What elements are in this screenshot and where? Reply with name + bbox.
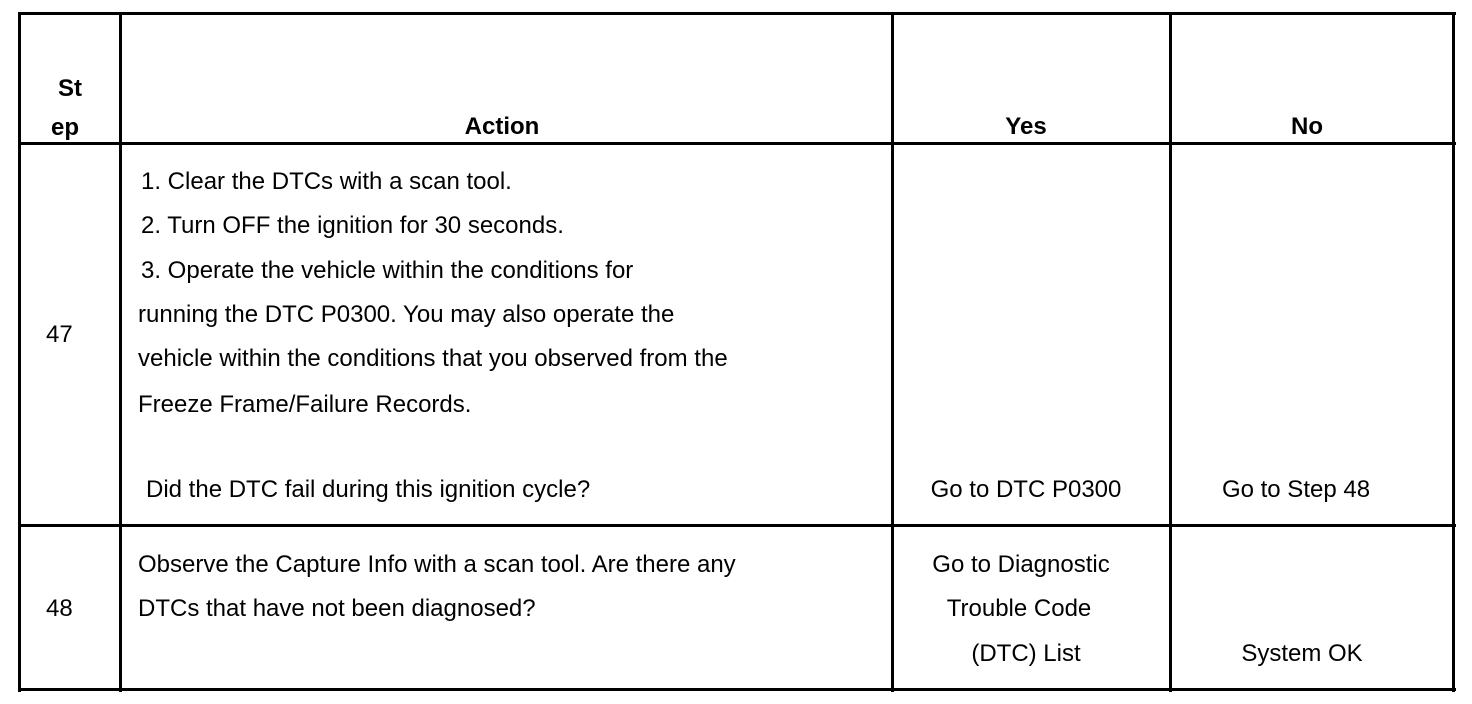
- action-continuation: running the DTC P0300. You may also operate the: [138, 301, 675, 328]
- no-result: Go to Step 48: [1221, 476, 1371, 503]
- step-number: 47: [46, 321, 73, 348]
- header-no: No: [1291, 113, 1323, 140]
- header-divider: [18, 142, 1456, 145]
- table-border-top: [18, 12, 1456, 15]
- header-yes: Yes: [1005, 113, 1047, 140]
- table-border-right: [1452, 12, 1455, 692]
- action-item: 1. Clear the DTCs with a scan tool.: [141, 168, 512, 195]
- row-divider: [18, 524, 1456, 527]
- action-continuation: vehicle within the conditions that you observed from the: [138, 345, 728, 372]
- header-step-line2: ep: [50, 114, 79, 141]
- action-line: Observe the Capture Info with a scan tool. Are there any: [138, 551, 736, 578]
- action-item: 3. Operate the vehicle within the conditions for: [141, 257, 634, 284]
- header-action: Action: [464, 113, 540, 140]
- yes-result-line: Go to Diagnostic: [932, 551, 1110, 578]
- action-item: 2. Turn OFF the ignition for 30 seconds.: [141, 212, 564, 239]
- yes-result: Go to DTC P0300: [930, 476, 1122, 503]
- action-line: DTCs that have not been diagnosed?: [138, 595, 536, 622]
- action-question: Did the DTC fail during this ignition cycle?: [146, 476, 591, 503]
- table-border-bottom: [18, 688, 1456, 691]
- action-continuation: Freeze Frame/Failure Records.: [138, 391, 472, 418]
- header-step-line1: St: [58, 75, 82, 102]
- yes-result-line: (DTC) List: [971, 640, 1081, 667]
- yes-result-line: Trouble Code: [946, 595, 1092, 622]
- no-result: System OK: [1241, 640, 1363, 667]
- step-number: 48: [46, 595, 73, 622]
